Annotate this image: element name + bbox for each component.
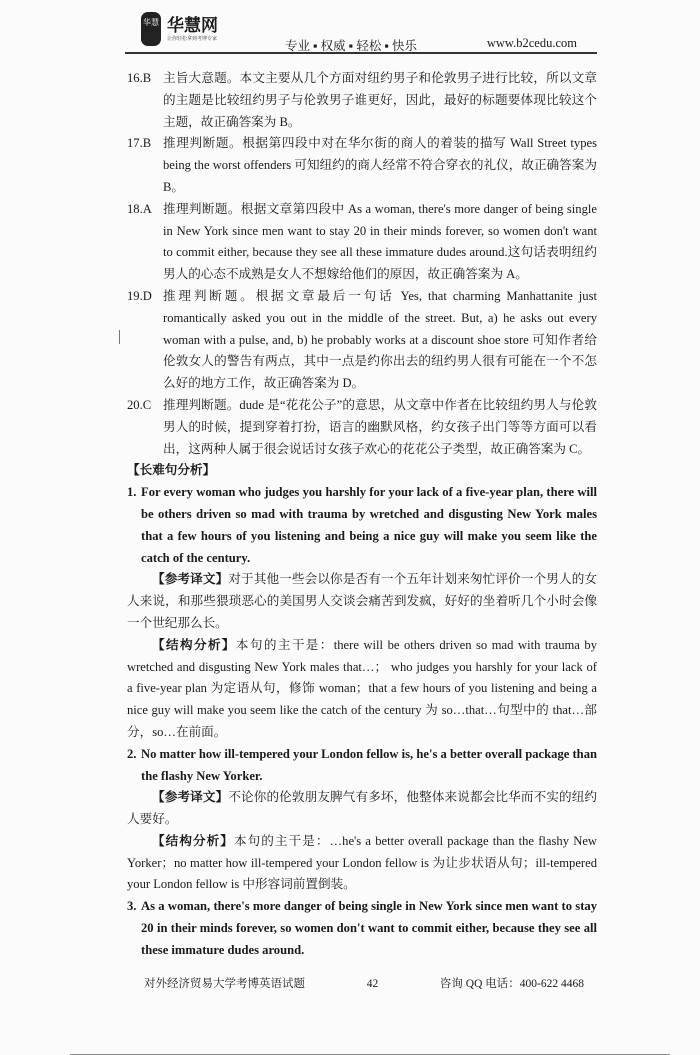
sentence-text: For every woman who judges you harshly for your lack of a five-year plan, there will be others driven so mad with trauma by wretched and disgusting New York males that a few hours of you listening and being a nice guy will make you seem like the catch of the century. [141, 485, 597, 565]
answer-text: 推理判断题。根据第四段中对在华尔街的商人的着装的描写 Wall Street types being the worst offenders 可知纽约的商人经常不符合穿衣的礼仪，故正确答案为 B。 [163, 136, 597, 194]
analysis-label: 【结构分析】 [152, 833, 234, 848]
footer-title: 对外经济贸易大学考博英语试题 [144, 977, 305, 990]
translation-text: 不论你的伦敦朋友脾气有多坏，他整体来说都会比华而不实的纽约人要好。 [127, 790, 598, 827]
logo [141, 12, 218, 46]
page-number: 42 [366, 977, 379, 990]
page-content [127, 68, 597, 962]
sentence-number: 3. [127, 899, 137, 914]
sentence-text: As a woman, there's more danger of being single in New York since men want to stay 20 in their minds forever, so women don't want to commit either, because they see all these immature dudes around. [141, 899, 597, 957]
answer-text: 推理判断题。根据文章最后一句话 Yes, that charming Manhattanite just romantically asked you out in the middle of the street. But, a) he asks out every woman with a pulse, and, b) he probably works at a discount shoe store 可知作者给伦敦女人的警告有两点，其中一点是约你出去的纽约男人很有可能在一个不怎么好的地方工作，故正确答案为 D。 [163, 288, 597, 391]
section-title: 【长难句分析】 [127, 463, 216, 478]
answer-text: 主旨大意题。本文主要从几个方面对纽约男子和伦敦男子进行比较，所以文章的主题是比较纽约男子与伦敦男子谁更好，因此，最好的标题要体现比较这个主题，故正确答案为 B。 [163, 71, 597, 129]
sentence [127, 482, 597, 569]
analysis-text: 本句的主干是：there will be others driven so mad with trauma by wretched and disgusting New York males that…； who judges you harshly for your lack of a five-year plan 为定语从句，修饰 woman；that a few hours of you listening and being a nice guy will make you seem like the catch of the century 为 so…that…句型中的 that…部分，so…在前面。 [127, 637, 598, 739]
translation-text: 对于其他一些会以你是否有一个五年计划来匆忙评价一个男人的女人来说，和那些猥琐恶心的美国男人交谈会痛苦到发疯，好好的坐着听几个小时会像一个世纪那么长。 [127, 572, 598, 630]
footer-contact: 咨询 QQ 电话：400-622 4468 [439, 977, 584, 990]
sentence-number: 2. [127, 746, 137, 761]
answer-text: 推理判断题。根据文章第四段中 As a woman, there's more danger of being single in New York since men want to stay 20 in their minds forever, so women don't want to commit either, because they see all these immature dudes around.这句话表明纽约男人的心态不成熟是女人不想嫁给他们的原因，故正确答案为 A。 [163, 201, 597, 282]
answer-number: 19.D [127, 288, 152, 303]
logo-subtitle: 让你轻松拿到考博专家 [167, 36, 218, 42]
translation-label: 【参考译文】 [152, 790, 229, 805]
analysis-text: 本句的主干是：…he's a better overall package than the flashy New Yorker；no matter how ill-tempered your London fellow is 为让步状语从句；ill-tempered your London fellow is 中形容词前置倒装。 [127, 833, 598, 892]
answer-item [127, 68, 597, 133]
answer-item [127, 133, 597, 198]
translation [127, 787, 597, 831]
answer-item [127, 199, 597, 286]
analysis [127, 831, 597, 896]
logo-badge: 华慧 [141, 12, 161, 46]
site-url: www.b2cedu.com [486, 36, 577, 50]
answer-text: 推理判断题。dude 是“花花公子”的意思，从文章中作者在比较纽约男人与伦敦男人的时候，提到穿着打扮，语言的幽默风格，约女孩子出门等等方面可以看出，这两种人属于很会说话讨女孩子欢心的花花公子类型，故正确答案为 C。 [163, 397, 597, 456]
sentence-number: 1. [127, 485, 137, 500]
margin-mark [119, 330, 120, 344]
answer-number: 20.C [127, 397, 152, 412]
answer-number: 16.B [127, 71, 152, 85]
answer-item [127, 286, 597, 395]
analysis [127, 635, 597, 744]
logo-name: 华慧网 [167, 15, 218, 36]
answer-number: 18.A [127, 201, 152, 216]
translation-label: 【参考译文】 [152, 572, 229, 587]
sentence [127, 744, 597, 788]
sentence [127, 896, 597, 961]
page-header [125, 12, 597, 54]
page-body [127, 68, 597, 1055]
translation [127, 569, 597, 634]
answer-item [127, 395, 597, 460]
slogan: 专业 ▪ 权威 ▪ 轻松 ▪ 快乐 [285, 39, 418, 53]
page-footer [144, 976, 584, 992]
sentence-text: No matter how ill-tempered your London fellow is, he's a better overall package than the flashy New Yorker. [141, 746, 597, 783]
analysis-label: 【结构分析】 [152, 637, 236, 652]
answer-number: 17.B [127, 136, 152, 151]
